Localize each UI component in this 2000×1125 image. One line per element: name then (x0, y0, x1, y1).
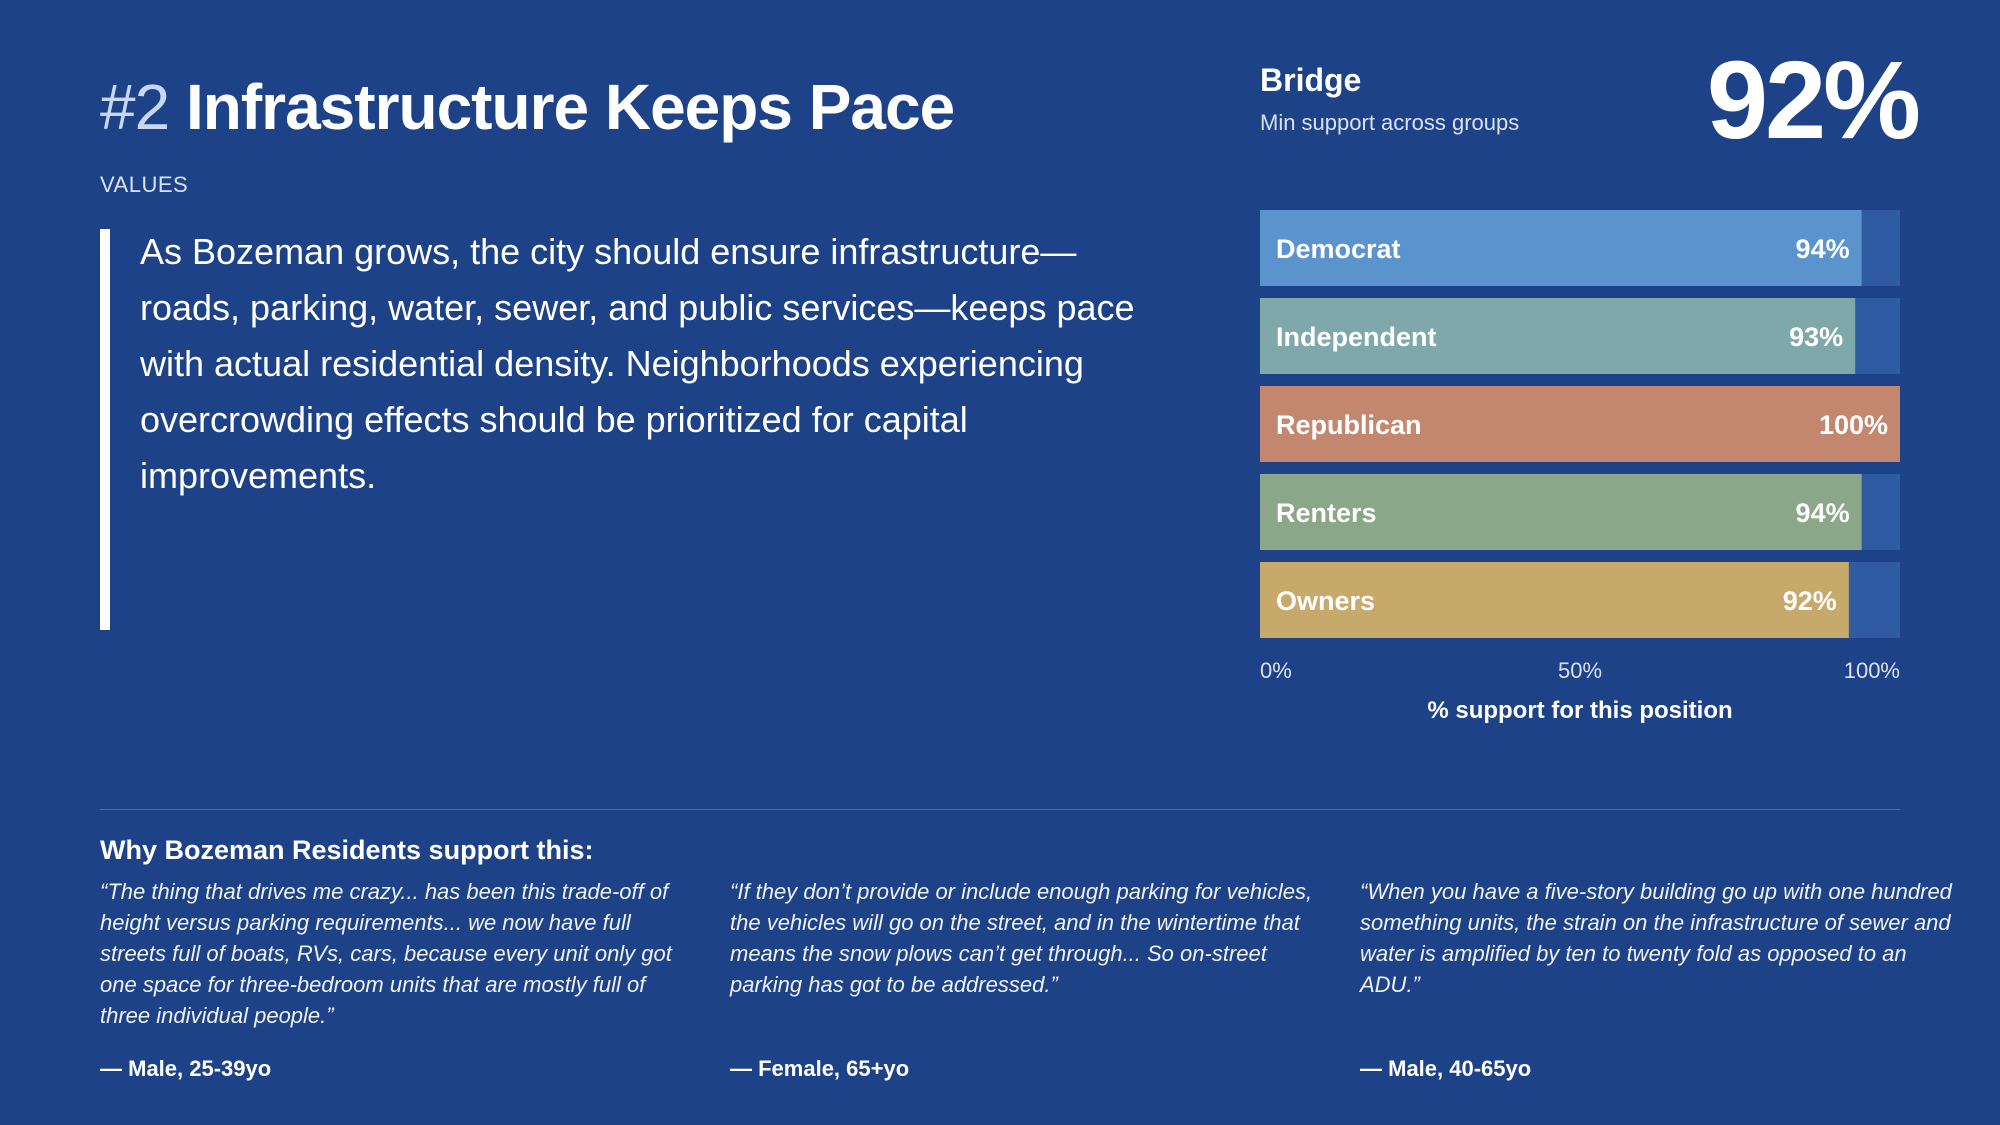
bar-value-republican: 100% (1818, 410, 1888, 440)
title-number: #2 (100, 71, 170, 143)
section-divider (100, 809, 1900, 810)
quote-attribution-3: — Male, 40-65yo (1360, 1056, 1532, 1081)
bar-label-renters: Renters (1276, 498, 1377, 528)
bar-value-renters: 94% (1795, 498, 1850, 528)
x-axis-label: % support for this position (1427, 697, 1733, 724)
bridge-subtitle: Min support across groups (1260, 110, 1520, 135)
bridge-title: Bridge (1260, 62, 1362, 98)
title-text: Infrastructure Keeps Pace (185, 71, 955, 143)
category-label: VALUES (100, 172, 189, 197)
bar-value-independent: 93% (1789, 322, 1844, 352)
x-tick-label: 0% (1260, 658, 1292, 683)
position-statement: As Bozeman grows, the city should ensure infrastructure—roads, parking, water, sewer, and public services—keeps pace with actual residential density. Neighborhoods experiencing overcrowding effects should be prioritized for capital improvements. (140, 231, 1135, 496)
bar-label-democrat: Democrat (1276, 234, 1401, 264)
x-tick-label: 50% (1557, 658, 1603, 683)
bar-value-owners: 92% (1782, 586, 1837, 616)
bridge-value: 92% (1706, 39, 1918, 162)
quote-attribution-1: — Male, 25-39yo (100, 1056, 272, 1081)
page-title (100, 70, 954, 144)
statement-accent-bar (100, 229, 110, 630)
resident-quote-3: “When you have a five-story building go up with one hundred something units, the strain on the infrastructure of sewer and water is amplified by ten to twenty fold as opposed to an ADU.” (1360, 879, 1952, 997)
resident-quote-2: “If they don’t provide or include enough parking for vehicles, the vehicles will go on the street, and in the wintertime that means the snow plows can’t get through... So on-street parking has got to be addressed.” (730, 879, 1313, 997)
support-bar-chart (1250, 200, 1910, 740)
x-tick-label: 100% (1843, 658, 1900, 683)
bar-label-republican: Republican (1276, 410, 1422, 440)
reasons-heading: Why Bozeman Residents support this: (100, 835, 594, 865)
bar-label-independent: Independent (1276, 322, 1437, 352)
bar-value-democrat: 94% (1795, 234, 1850, 264)
resident-quote-1: “The thing that drives me crazy... has been this trade-off of height versus parking requirements... we now have full streets full of boats, RVs, cars, because every unit only got one space for three-bedroom units that are mostly full of three individual people.” (100, 879, 672, 1028)
bar-label-owners: Owners (1276, 586, 1376, 616)
quote-attribution-2: — Female, 65+yo (730, 1056, 910, 1081)
